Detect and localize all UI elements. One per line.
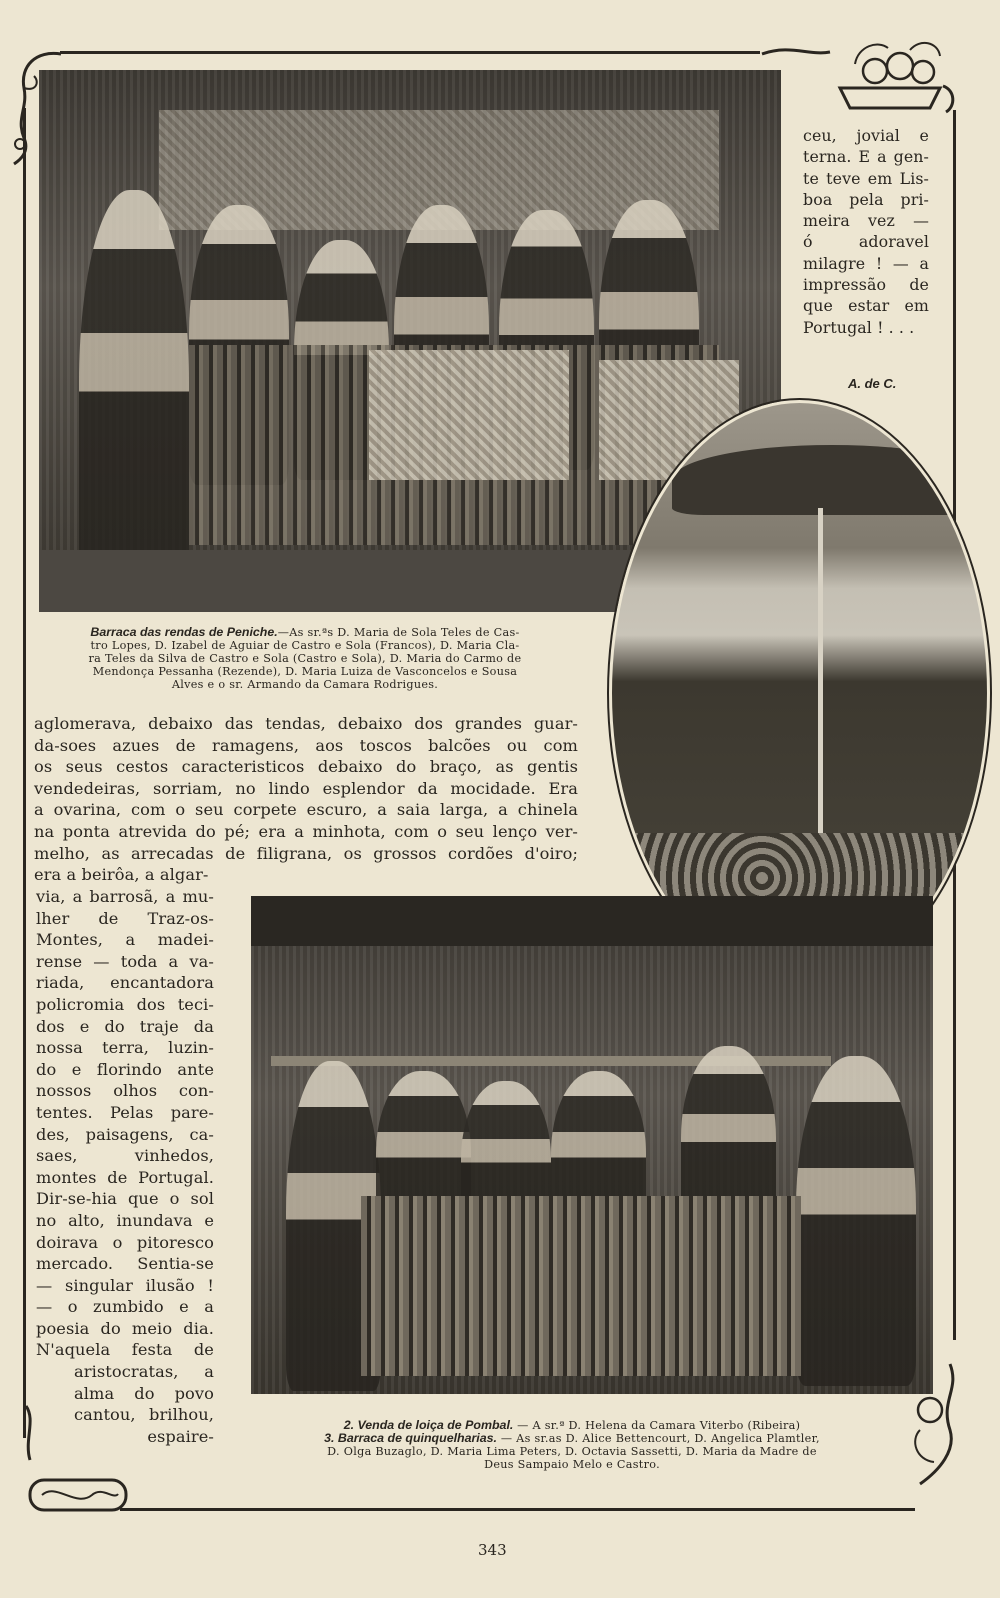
- body-text-narrow: [36, 886, 214, 1361]
- caption-title: 3. Barraca de quinquelharias.: [324, 1431, 497, 1445]
- text-line: ceu, jovial e: [803, 126, 929, 145]
- basket-ornament-top-right: [760, 26, 960, 116]
- text-line: policromia dos teci-: [36, 994, 214, 1014]
- text-line: riada, encantadora: [36, 973, 214, 993]
- text-line: saes, vinhedos,: [36, 1146, 214, 1166]
- text-line: N'aquela festa de: [36, 1340, 214, 1360]
- text-line: da-soes azues de ramagens, aos toscos balcões ou com: [34, 735, 578, 755]
- text-line: cantou, brilhou,: [74, 1405, 214, 1425]
- text-line: nossa terra, luzin-: [36, 1038, 214, 1058]
- text-line: ó adoravel: [803, 232, 929, 252]
- photo-quinquelharias-stall: [251, 896, 933, 1394]
- text-line: alma do povo: [74, 1383, 214, 1403]
- text-line: — o zumbido e a: [36, 1297, 214, 1317]
- text-line: rense — toda a va-: [36, 951, 214, 971]
- text-line: a ovarina, com o seu corpete escuro, a saia larga, a chinela: [34, 800, 578, 820]
- frame-bottom-border: [120, 1508, 915, 1511]
- text-line: aristocratas, a: [74, 1362, 214, 1381]
- text-line: nossos olhos con-: [36, 1081, 214, 1101]
- frame-left-border: [23, 108, 26, 1438]
- text-line: via, a barrosã, a mu-: [36, 887, 214, 906]
- text-line: aglomerava, debaixo das tendas, debaixo dos grandes guar-: [34, 714, 578, 733]
- caption-title: Barraca das rendas de Peniche.: [90, 625, 278, 639]
- body-text-wide: [34, 713, 578, 886]
- caption-line: —As sr.ªs D. Maria de Sola Teles de Cas-: [277, 626, 520, 639]
- text-line: que estar em: [803, 296, 929, 316]
- text-line: poesia do meio dia.: [36, 1318, 214, 1338]
- caption-title: 2. Venda de loiça de Pombal.: [343, 1418, 514, 1432]
- text-line: doirava o pitoresco: [36, 1232, 214, 1252]
- text-line: lher de Traz-os-: [36, 908, 214, 928]
- text-line: tentes. Pelas pare-: [36, 1102, 214, 1122]
- text-line: era a beirôa, a algar-: [34, 865, 209, 885]
- caption-peniche: [34, 626, 576, 691]
- caption-line: Deus Sampaio Melo e Castro.: [484, 1458, 660, 1471]
- caption-line: Alves e o sr. Armando da Camara Rodrigues.: [171, 678, 439, 691]
- text-line: des, paisagens, ca-: [36, 1124, 214, 1144]
- caption-line: — A sr.ª D. Helena da Camara Viterbo (Ribeira): [513, 1419, 801, 1432]
- text-line: montes de Portugal.: [36, 1167, 214, 1187]
- text-line: na ponta atrevida do pé; era a minhota, com o seu lenço ver-: [34, 821, 578, 841]
- caption-line: D. Olga Buzaglo, D. Maria Lima Peters, D. Octavia Sassetti, D. Maria da Madre de: [327, 1445, 817, 1458]
- caption-line: ra Teles da Silva de Castro e Sola (Castro e Sola), D. Maria do Carmo de: [88, 652, 522, 665]
- text-line: do e florindo ante: [36, 1059, 214, 1079]
- text-line: milagre ! — a: [803, 253, 929, 273]
- text-line: meira vez —: [803, 211, 929, 231]
- text-line: os seus cestos caracteristicos debaixo do braço, as gentis: [34, 757, 578, 777]
- text-line: melho, as arrecadas de filigrana, os grossos cordões d'oiro;: [34, 843, 578, 863]
- text-line: impressão de: [803, 275, 929, 295]
- text-line: espaire-: [147, 1426, 214, 1446]
- frame-top-border: [60, 51, 760, 54]
- text-line: dos e do traje da: [36, 1016, 214, 1036]
- text-line: no alto, inundava e: [36, 1210, 214, 1230]
- text-line: Dir-se-hia que o sol: [36, 1189, 214, 1209]
- text-line: boa pela pri-: [803, 189, 929, 209]
- text-line: mercado. Sentia-se: [36, 1254, 214, 1274]
- caption-line: tro Lopes, D. Izabel de Aguiar de Castro e Sola (Francos), D. Maria Cla-: [90, 639, 520, 652]
- page-number: 343: [478, 1541, 507, 1559]
- text-line: vendedeiras, sorriam, no lindo esplendor da mocidade. Era: [34, 778, 578, 798]
- text-line: Portugal ! . . .: [803, 317, 915, 337]
- caption-pombal-and-quinquelharias: [252, 1419, 892, 1471]
- signature: A. de C.: [848, 376, 897, 391]
- caption-line: Mendonça Pessanha (Rezende), D. Maria Luiza de Vasconcelos e Sousa: [92, 665, 518, 678]
- text-line: Montes, a madei-: [36, 930, 214, 950]
- top-right-text-column: [803, 125, 929, 338]
- body-text-tail: [74, 1361, 214, 1447]
- text-line: — singular ilusão !: [36, 1275, 214, 1295]
- caption-line: — As sr.as D. Alice Bettencourt, D. Angelica Plamtler,: [496, 1432, 820, 1445]
- text-line: te teve em Lis-: [803, 168, 929, 188]
- text-line: terna. E a gen-: [803, 147, 929, 167]
